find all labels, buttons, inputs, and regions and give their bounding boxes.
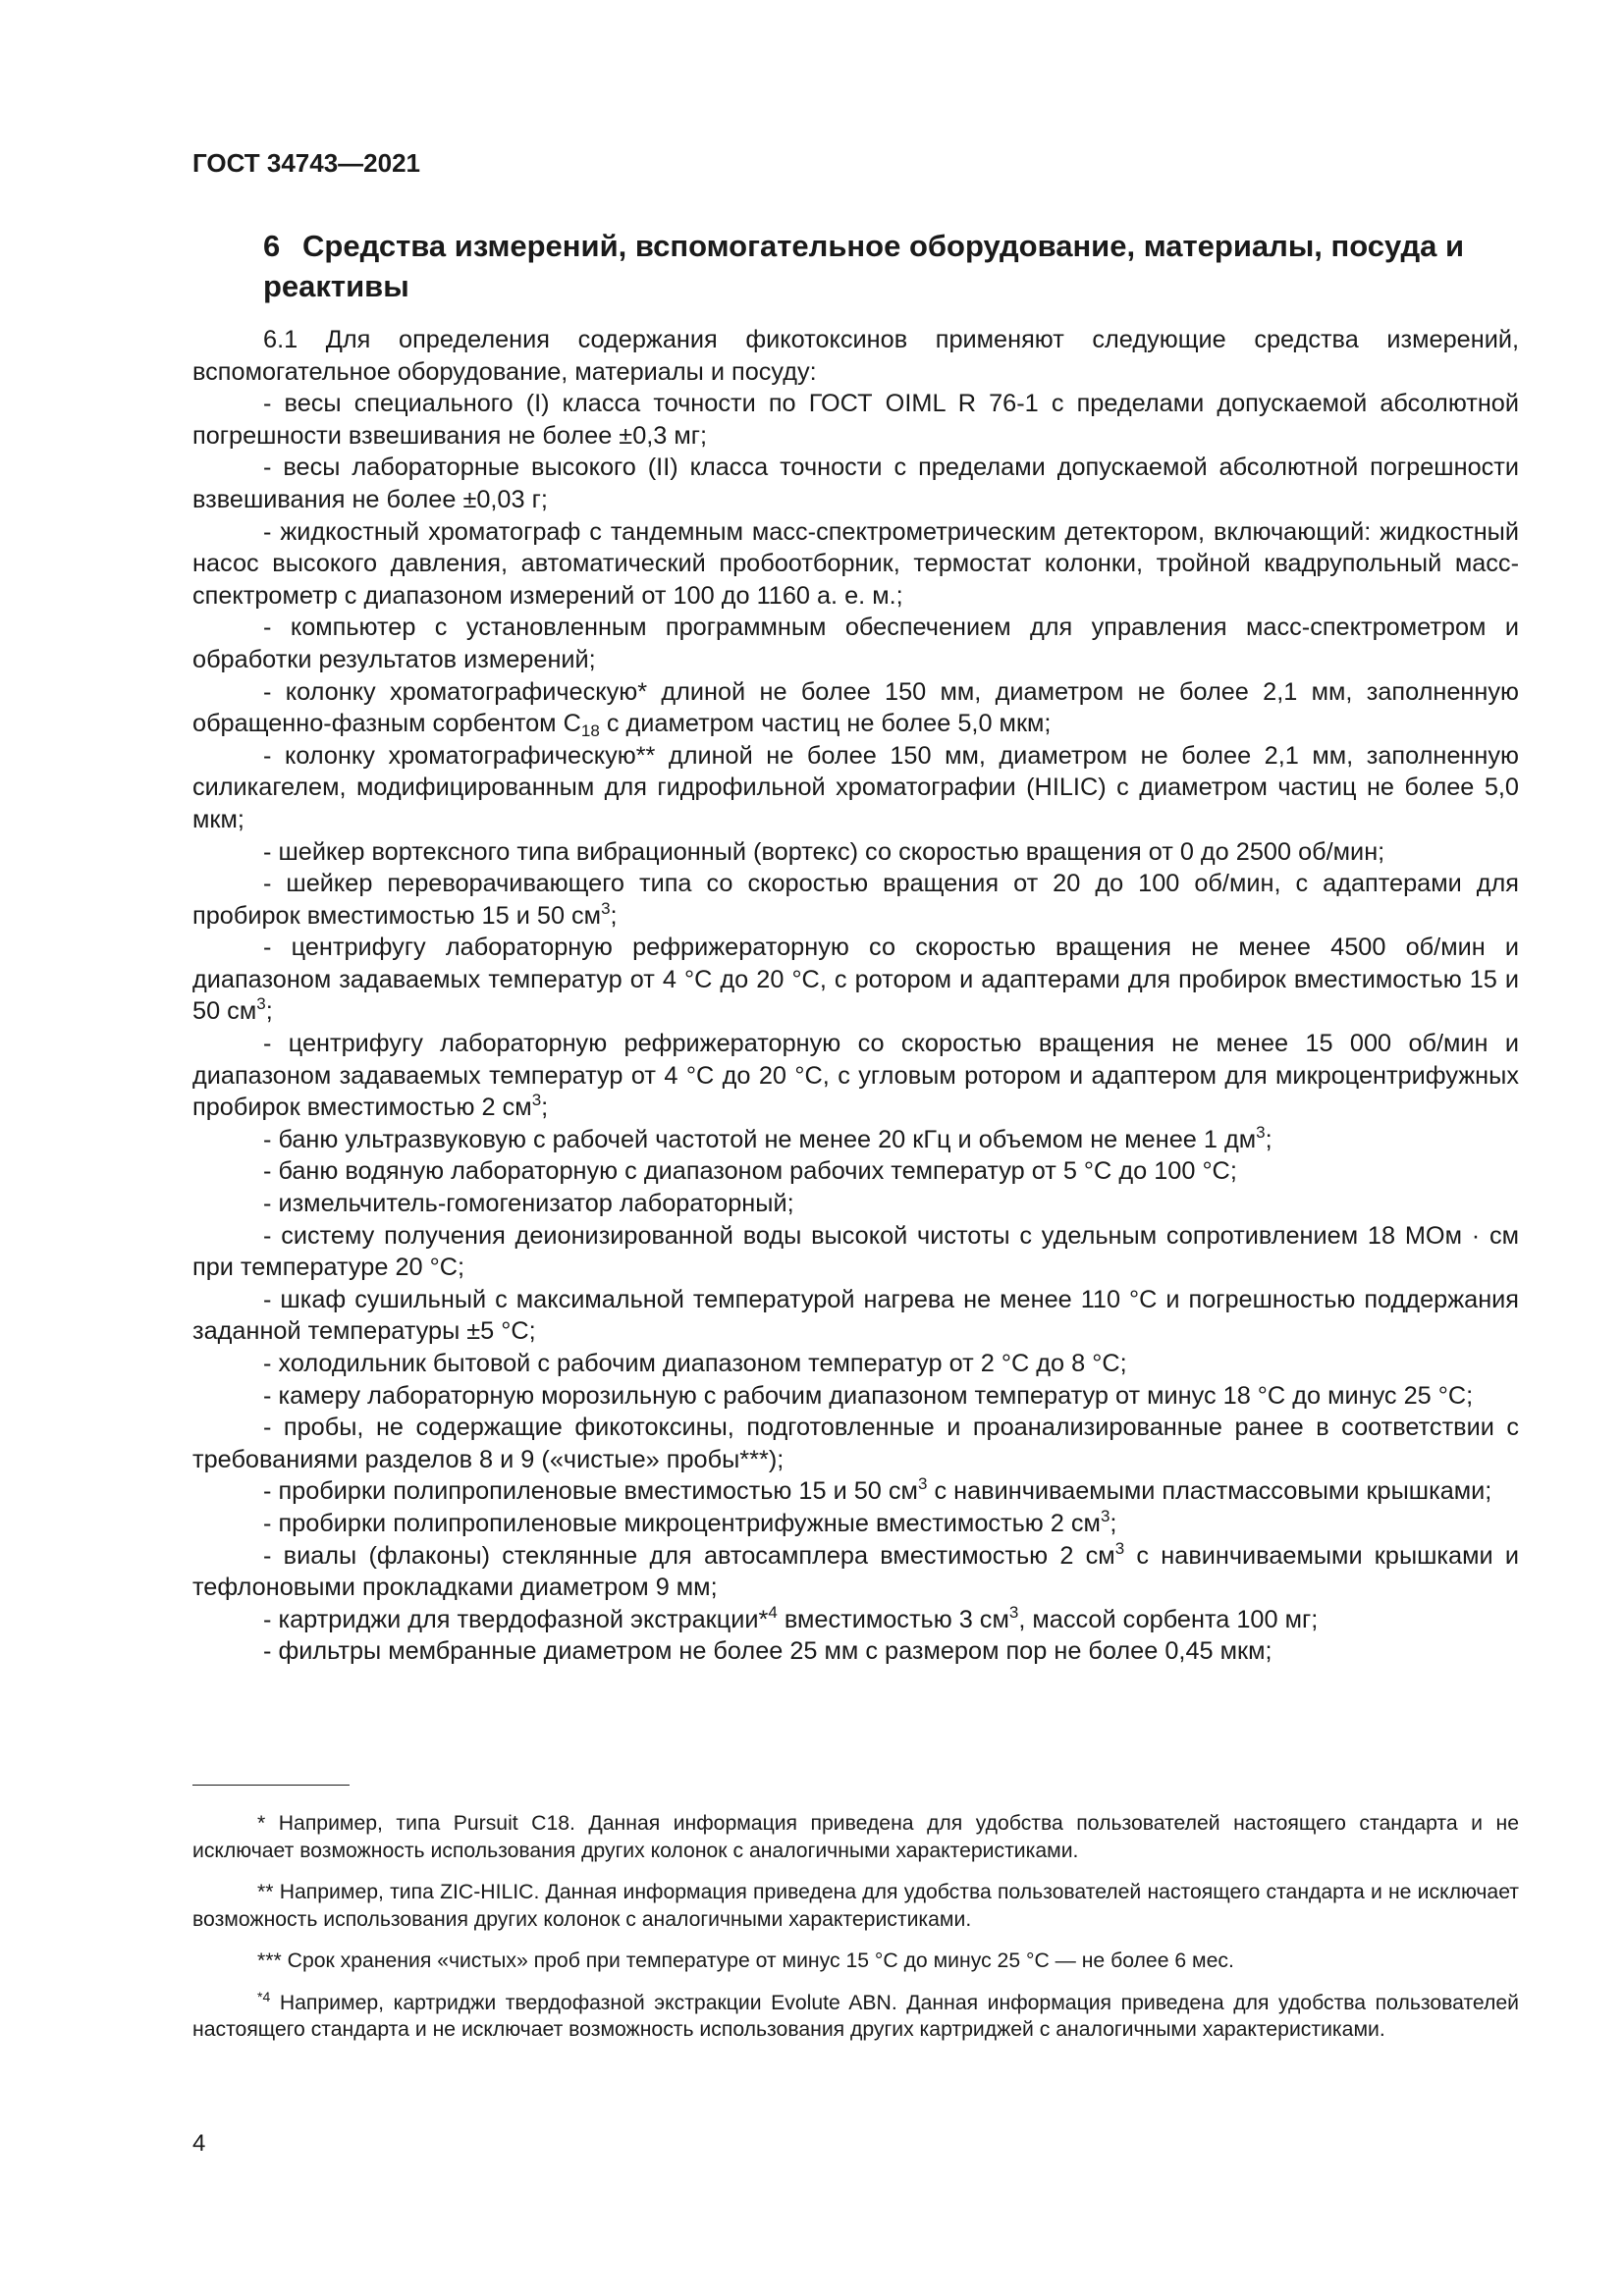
superscript: 4 [768,1602,778,1622]
superscript: 3 [917,1474,928,1494]
item-text: ; [1265,1125,1272,1153]
footnote-mark: *** [257,1949,282,1972]
item-text: ; [610,901,618,930]
footnote-text: Например, типа Pursuit C18. Данная информация приведена для удобства пользователей настоящего стандарта и не исключает возможность использования других колонок с аналогичными характеристиками. [192,1812,1519,1862]
list-item: - компьютер с установленным программным обеспечением для управления масс-спектрометром и обработки результатов измерений; [192,614,1519,673]
list-item: - измельчитель-гомогенизатор лабораторный; [263,1190,794,1218]
footnote [192,1810,1519,1864]
item-text: - шейкер переворачивающего типа со скоростью вращения от 20 до 100 об/мин, с адаптерами для пробирок вместимостью 15 и 50 см [192,870,1519,930]
superscript: 3 [531,1091,542,1110]
item-text: вместимостью 3 см [777,1605,1009,1633]
superscript: 3 [256,994,266,1014]
list-item: - шейкер вортексного типа вибрационный (вортекс) со скоростью вращения от 0 до 2500 об/мин; [263,837,1385,866]
footnote-text: Например, картриджи твердофазной экстракции Evolute ABN. Данная информация приведена для удобства пользователей настоящего стандарта и не исключает возможность использования других картриджей с аналогичными характеристиками. [192,1991,1519,2041]
item-text: - центрифугу лабораторную рефрижераторную со скоростью вращения не менее 15 000 об/мин и диапазоном задаваемых температур от 4 °С до 20 °С, с угловым ротором и адаптером для микроцентрифужных пробирок вместимостью 2 см [192,1030,1519,1122]
item-text: ; [1110,1509,1117,1537]
list-item [192,932,1519,1028]
list-item: - баню водяную лабораторную с диапазоном рабочих температур от 5 °С до 100 °С; [263,1157,1237,1186]
list-item [192,1475,1519,1508]
document-header: ГОСТ 34743—2021 [192,148,420,178]
list-item: - холодильник бытовой с рабочим диапазоном температур от 2 °С до 8 °С; [263,1350,1127,1377]
footnote-text: Срок хранения «чистых» проб при температуре от минус 15 °С до минус 25 °С — не более 6 мес. [281,1949,1234,1972]
superscript: 3 [1114,1538,1125,1558]
item-text: - колонку хроматографическую* длиной не более 150 мм, диаметром не более 2,1 мм, заполненную обращенно-фазным сорбентом С [192,677,1519,738]
footnote-mark: ** [257,1881,274,1903]
list-item: - весы специального (I) класса точности по ГОСТ OIML R 76-1 с пределами допускаемой абсолютной погрешности взвешивания не более ±0,3 мг; [192,390,1519,450]
footnote-mark-star: * [257,1988,263,2004]
list-item [192,1124,1519,1156]
list-item: - камеру лабораторную морозильную с рабочим диапазоном температур от минус 18 °С до минус 25 °С; [263,1381,1474,1410]
item-text: - пробирки полипропиленовые микроцентрифужные вместимостью 2 см [263,1509,1101,1537]
item-text: - центрифугу лабораторную рефрижераторную со скоростью вращения не менее 4500 об/мин и диапазоном задаваемых температур от 4 °С до 20 °С, с ротором и адаптерами для пробирок вместимостью 15 и 50 см [192,934,1519,1026]
superscript: 3 [1256,1122,1266,1142]
footnotes [192,1810,1519,2058]
footnote [192,1948,1519,1975]
footnote-mark [257,1989,270,2004]
section-number: 6 [263,229,281,263]
footnote-text: Например, типа ZIC-HILIC. Данная информация приведена для удобства пользователей настоящего стандарта и не исключает возможность использования других колонок с аналогичными характеристиками. [192,1881,1519,1931]
footnote-separator [192,1785,350,1786]
subscript: 18 [580,721,600,741]
list-item: - весы лабораторные высокого (II) класса точности с пределами допускаемой абсолютной погрешности взвешивания не более ±0,03 г; [192,454,1519,513]
list-item: - колонку хроматографическую** длиной не более 150 мм, диаметром не более 2,1 мм, заполненную силикагелем, модифицированным для гидрофильной хроматографии (HILIC) с диаметром частиц не более 5,0 мкм; [192,741,1519,833]
item-text: с диаметром частиц не более 5,0 мкм; [599,710,1052,738]
list-item: - шкаф сушильный с максимальной температурой нагрева не менее 110 °С и погрешностью поддержания заданной температуры ±5 °С; [192,1285,1519,1346]
item-text: с навинчиваемыми пластмассовыми крышками; [927,1477,1492,1506]
section-heading [263,226,1530,306]
list-item [192,1604,1519,1636]
list-item: - фильтры мембранные диаметром не более 25 мм с размером пор не более 0,45 мкм; [263,1637,1272,1666]
item-text: - пробирки полипропиленовые вместимостью 15 и 50 см [263,1477,918,1506]
list-item: - жидкостный хроматограф с тандемным масс-спектрометрическим детектором, включающий: жидкостный насос высокого давления, автоматический пробоотборник, термостат колонки, тройной квадрупольный масс-спектрометр с диапазоном измерений от 100 до 1160 а. е. м.; [192,517,1519,610]
intro-paragraph: 6.1 Для определения содержания фикотоксинов применяют следующие средства измерений, вспомогательное оборудование, материалы и посуду: [192,326,1519,386]
footnote-mark-number: 4 [262,1988,271,2004]
item-text: - баню ультразвуковую с рабочей частотой не менее 20 кГц и объемом не менее 1 дм [263,1125,1257,1153]
list-item [192,1028,1519,1124]
superscript: 3 [1008,1602,1019,1622]
superscript: 3 [601,898,611,918]
item-text: ; [265,997,273,1026]
footnote [192,1879,1519,1933]
list-item [192,1508,1519,1540]
list-item: - пробы, не содержащие фикотоксины, подготовленные и проанализированные ранее в соответствии с требованиями разделов 8 и 9 («чистые» пробы***); [192,1414,1519,1473]
footnote-mark: * [257,1812,266,1835]
list-item [192,1540,1519,1604]
section-body [192,324,1519,1668]
list-item [192,868,1519,932]
item-text: с навинчиваемыми крышками и тефлоновыми прокладками диаметром 9 мм; [192,1541,1520,1602]
section-title: Средства измерений, вспомогательное оборудование, материалы, посуда и реактивы [263,229,1465,303]
item-text: , массой сорбента 100 мг; [1018,1605,1319,1633]
superscript: 3 [1100,1506,1110,1525]
list-item [192,676,1519,740]
item-text: ; [541,1094,549,1122]
footnote [192,1990,1519,2044]
item-text: - картриджи для твердофазной экстракции* [263,1605,769,1633]
page-number: 4 [192,2130,206,2157]
list-item: - систему получения деионизированной воды высокой чистоты с удельным сопротивлением 18 МОм · см при температуре 20 °С; [192,1221,1519,1282]
item-text: - виалы (флаконы) стеклянные для автосамплера вместимостью 2 см [263,1541,1115,1570]
